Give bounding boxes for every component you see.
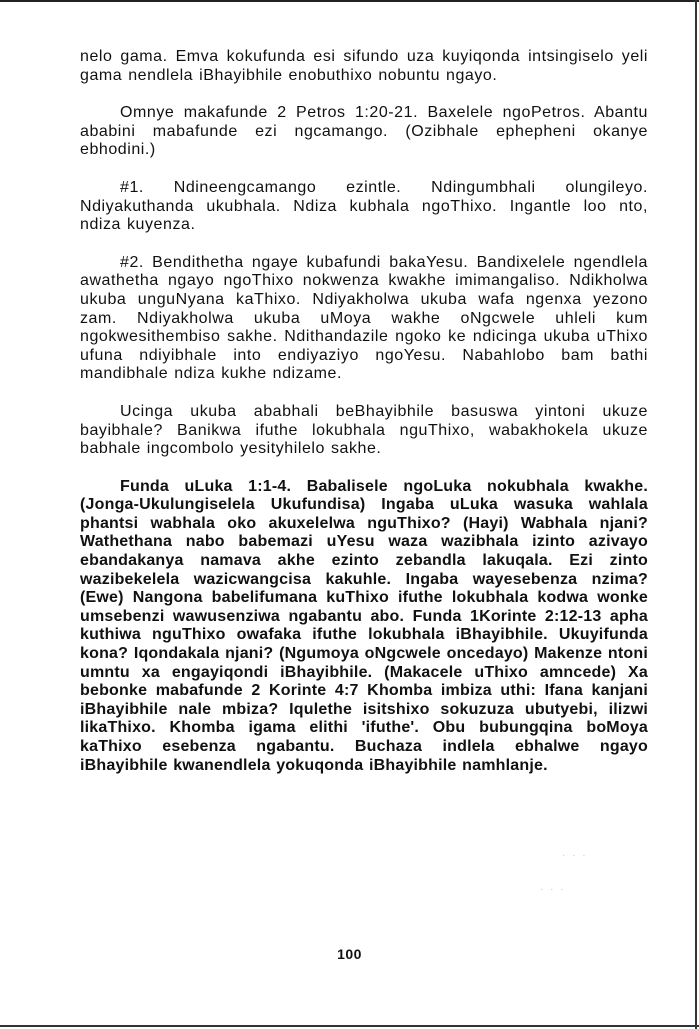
paragraph-1: nelo gama. Emva kokufunda esi sifundo uza kuyiqonda intsingiselo yeli gama nendlela iBhayibhile enobuthixo nobuntu ngayo. — [80, 48, 648, 84]
paragraph-5: Ucinga ukuba ababhali beBhayibhile basuswa yintoni ukuze bayibhale? Banikwa ifuthe lokubhala nguThixo, wabakhokela ukuze babhale ingcombolo yesityhilelo sakhe. — [80, 402, 648, 458]
paragraph-4: #2. Bendithetha ngaye kubafundi bakaYesu. Bandixelele ngendlela awathetha ngayo ngoThixo nokwenza kwakhe imimangaliso. Ndikholwa ukuba unguNyana kaThixo. Ndiyakholwa ukuba wafa ngenxa yezono zam. Ndiyakholwa ukuba uMoya wakhe oNgcwele uhleli kum ngokwesithembiso sakhe. Ndithandazile ngoko ke ndicinga ukuba uThixo ufuna ndiyibhale into endiyaziyo ngoYesu. Nabahlobo bam bathi mandibhale ndiza kukhe ndizame. — [80, 253, 648, 383]
bottom-border-line — [0, 1025, 699, 1027]
scan-smudge: · · · — [540, 884, 566, 895]
top-border-line — [0, 0, 699, 2]
scan-smudge: · · · — [562, 850, 588, 861]
right-border-line — [695, 0, 697, 1029]
paragraph-3: #1. Ndineengcamango ezintle. Ndingumbhali olungileyo. Ndiyakuthanda ukubhala. Ndiza kubhala ngoThixo. Ingantle loo nto, ndiza kuyenza. — [80, 178, 648, 234]
paragraph-2: Omnye makafunde 2 Petros 1:20-21. Baxelele ngoPetros. Abantu ababini mabafunde ezi ngcamango. (Ozibhale ephepheni okanye ebhodini.) — [80, 104, 648, 159]
page-number: 100 — [337, 946, 362, 962]
paragraph-6: Funda uLuka 1:1-4. Babalisele ngoLuka nokubhala kwakhe. (Jonga-Ukulungiselela Ukufundisa) Ingaba uLuka wasuka wahlala phantsi wabhala oko akuxelelwa nguThixo? (Hayi) Wabhala njani? Wathethana nabo babemazi uYesu waza wazibhala izinto azivayo ebandakanya namava akhe ezinto zebandla lakuqala. Ezi zinto wazibekelela wazicwangcisa kakuhle. Ingaba wayesebenza nzima? (Ewe) Nangona babelifumana kuThixo ifuthe lokubhala kodwa wonke umsebenzi wawusenziwa ngabantu abo. Funda 1Korinte 2:12-13 apha kuthiwa nguThixo owafaka ifuthe lokubhala iBhayibhile. Ukuyifunda kona? Iqondakala njani? (Ngumoya oNgcwele oncedayo) Makenze ntoni umntu xa engayiqondi iBhayibhile. (Makacele uThixo amncede) Xa bebonke mabafunde 2 Korinte 4:7 Khomba imbiza uthi: Ifana kanjani iBhayibhile nale mbiza? Iqulethe isitshixo sokuzuza ubutyebi, ilizwi likaThixo. Khomba igama elithi 'ifuthe'. Obu bubungqina boMoya kaThixo esebenza ngabantu. Buchaza indlela ebhalwe ngayo iBhayibhile kwanendlela yokuqonda iBhayibhile namhlanje. — [80, 477, 648, 774]
page-body — [80, 48, 648, 775]
